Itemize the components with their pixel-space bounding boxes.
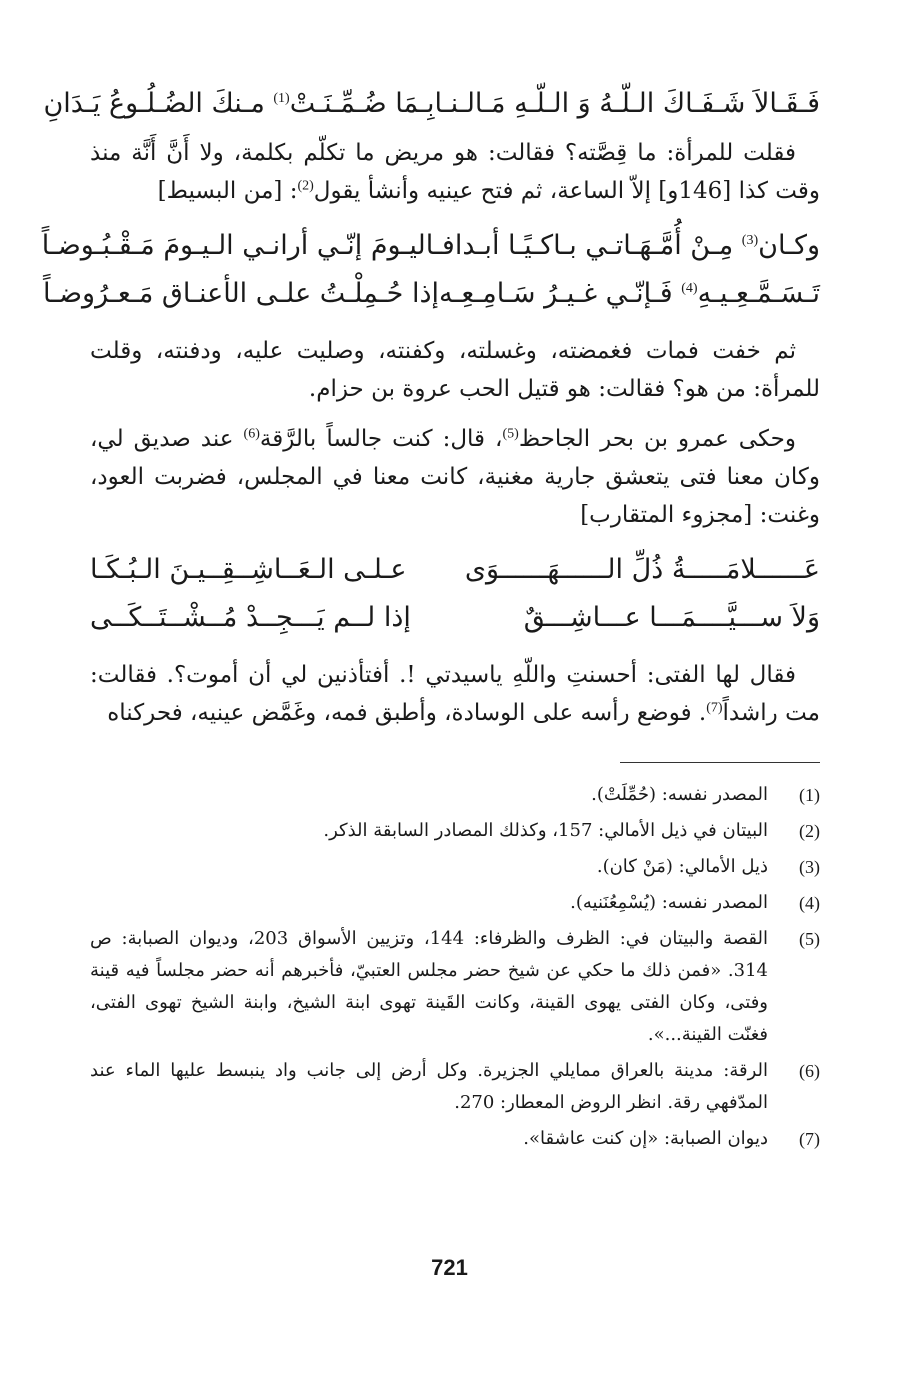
footnote-1: [90, 779, 820, 811]
footnote-number: (1): [799, 785, 820, 805]
footnote-number: (2): [799, 821, 820, 841]
page-body: [41, 80, 820, 1159]
verse-5-first-hemistich: وَلاَ ســـيَّــــمَـــا عـــاشِـــقٌ: [523, 602, 820, 633]
footnote-ref-4: (4): [681, 281, 698, 296]
footnote-text: المصدر نفسه: (يُسْمِعُنَنيه).: [570, 892, 768, 913]
verse-line-2: [41, 222, 820, 270]
footnote-ref-7: (7): [706, 700, 723, 716]
footnote-2: [90, 815, 820, 847]
footnote-5: [90, 923, 820, 1051]
verse-3-second-hemistich: إذا حُـمِلْـتُ علـى الأعنـاق مَـعـرُوضـاً: [42, 278, 439, 309]
paragraph-1: فقلت للمرأة: ما قِصَّته؟ فقالت: هو مريض ما تكلّم بكلمة، ولا أَنَّ أَنَّة منذ وقت كذا [146و] إلاّ الساعة، ثم فتح عينيه وأنشأ يقول$^{(2)}$: [من البسيط]: [90, 140, 820, 204]
paragraph-4: فقال لها الفتى: أحسنتِ واللّهِ ياسيدتي !. أفتأذنين لي أن أموت؟. فقالت: مت راشداً$^{(7)}$. فوضع رأسه على الوسادة، وأطبق فمه، وغَمَّض عينيه، فحركناه: [90, 662, 820, 726]
footnote-ref-6: (6): [243, 426, 260, 442]
verse-1-second-hemistich: بِـمَا ضُـمِّـنَـتْ$^{(1)}$ مـنكَ الضُـلُـوعُ يَـدَانِ: [43, 88, 435, 119]
verse-1-first-hemistich: فَـقَـالاَ شَـفَـاكَ الـلّـهُ وَ الـلّـهِ مَـالـنـا: [434, 88, 820, 119]
footnote-text: المصدر نفسه: (حُمِّلَتْ).: [591, 784, 768, 805]
footnote-6: [90, 1055, 820, 1119]
footnote-text: القصة والبيتان في: الظرف والظرفاء: 144، وتزيين الأسواق 203، وديوان الصبابة: ص 314. «فمن ذلك ما حكي عن شيخ حضر مجلس العتبيّ، فأخبرهم أنه حضر مجلساً فيه قينة وفتى، وكان الفتى يهوى القينة، وكانت القَينة تهوى ابنة الشيخ، وابنة الشيخ تهوى الفتى، فغنّت القينة...».: [90, 928, 768, 1045]
footnotes: [90, 779, 820, 1155]
verse-line-5: [90, 594, 820, 642]
verse-4-first-hemistich: عَــــــلامَـــــةُ ذُلِّ الــــــهَــــــوَى: [464, 554, 820, 585]
footnote-ref-2: (2): [297, 178, 314, 194]
page-number: 721: [431, 1255, 468, 1280]
footnote-divider: [620, 762, 820, 763]
verse-3-first-hemistich: تَـسَـمَّـعِـيـهِ$^{(4)}$ فَـإنّـي غـيـرُ سَـامِـعِـه: [438, 278, 820, 309]
footnote-number: (7): [799, 1129, 820, 1149]
footnote-ref-3: (3): [741, 233, 759, 248]
footnote-3: [90, 851, 820, 883]
footnote-text: ديوان الصبابة: «إن كنت عاشقا».: [523, 1128, 768, 1149]
footnote-ref-1: (1): [273, 91, 290, 106]
verse-line-4: [90, 546, 820, 594]
footnote-number: (3): [799, 857, 820, 877]
verse-line-3: [42, 270, 820, 318]
verse-2-first-hemistich: وكـان$^{(3)}$ مِـنْ أُمَّـهَـاتـي بـاكـيًـا أبـدا: [454, 230, 820, 261]
footnote-number: (6): [799, 1061, 820, 1081]
footnote-number: (4): [799, 893, 820, 913]
paragraph-2: ثم خفت فمات فغمضته، وغسلته، وكفنته، وصليت عليه، ودفنته، وقلت للمرأة: من هو؟ فقالت: هو قتيل الحب عروة بن حزام.: [90, 338, 820, 402]
footnote-text: ذيل الأمالي: (مَنْ كان).: [596, 856, 768, 877]
footnote-ref-5: (5): [502, 426, 519, 442]
verse-4-second-hemistich: عـلـى الـعَــاشِــقِــيـنَ الـبُـكَـا: [90, 554, 407, 585]
verse-line-1: [43, 80, 820, 128]
footnote-4: [90, 887, 820, 919]
footnote-text: البيتان في ذيل الأمالي: 157، وكذلك المصادر السابقة الذكر.: [323, 820, 768, 841]
footnote-7: [90, 1123, 820, 1155]
paragraph-3: وحكى عمرو بن بحر الجاحظ$^{(5)}$، قال: كنت جالساً بالرَّقة$^{(6)}$ عند صديق لي، وكان معنا فتى يتعشق جارية مغنية، كانت معنا في المجلس، فضربت العود، وغنت: [مجزوء المتقارب]: [90, 426, 820, 528]
footnote-text: الرقة: مدينة بالعراق ممايلي الجزيرة. وكل أرض إلى جانب واد ينبسط عليها الماء عند المدّفهي رقة. انظر الروض المعطار: 270.: [90, 1060, 768, 1113]
footnote-number: (5): [799, 929, 820, 949]
verse-5-second-hemistich: إذا لــم يَـــجِــدْ مُــشْــتَــكَــى: [90, 602, 411, 633]
verse-2-second-hemistich: فـاليـومَ إنّـي أرانـي الـيـومَ مَـقْـبُـوضـاً: [41, 230, 455, 261]
